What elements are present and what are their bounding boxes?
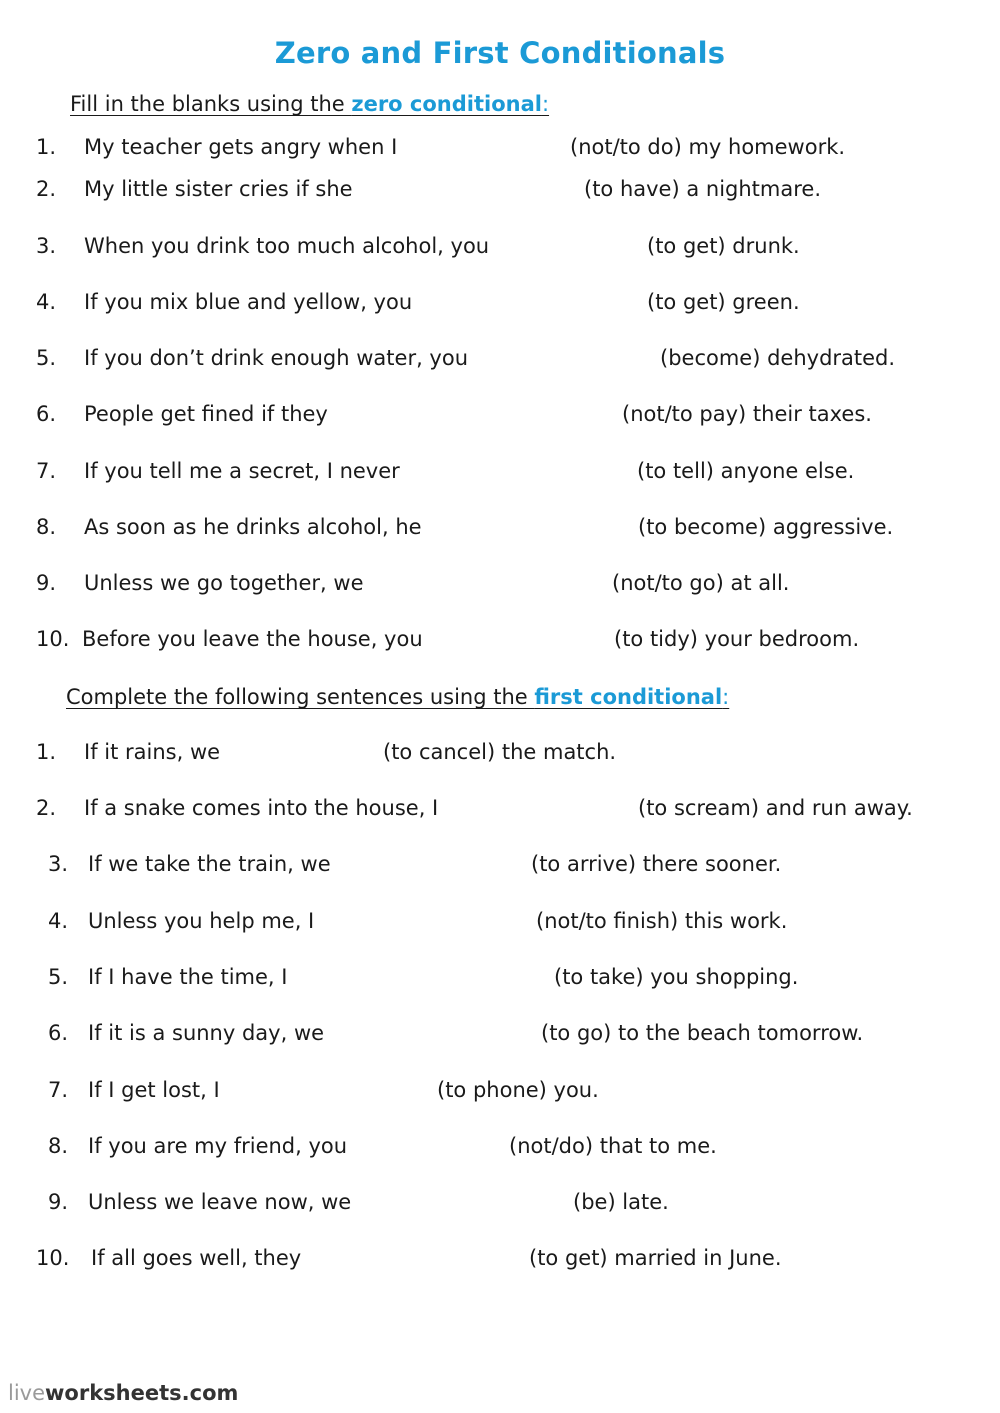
- verb-hint: (not/to finish) this work.: [536, 909, 788, 933]
- question-number: 3.: [36, 234, 57, 258]
- question-stem: Before you leave the house, you: [82, 627, 423, 651]
- question-stem: If I get lost, I: [88, 1078, 220, 1102]
- liveworksheets-logo: [8, 1381, 238, 1405]
- zero-conditional-instruction: [70, 92, 549, 116]
- instruction-text: Complete the following sentences using the: [66, 685, 535, 709]
- question-stem: People get fined if they: [84, 402, 328, 426]
- question-number: 8.: [48, 1134, 69, 1158]
- question-number: 10.: [36, 627, 70, 651]
- question-number: 2.: [36, 796, 57, 820]
- question-number: 3.: [48, 852, 69, 876]
- verb-hint: (to arrive) there sooner.: [531, 852, 782, 876]
- logo-dotcom-text: .com: [181, 1381, 239, 1405]
- verb-hint: (to tell) anyone else.: [637, 459, 855, 483]
- verb-hint: (to get) drunk.: [647, 234, 800, 258]
- verb-hint: (to cancel) the match.: [383, 740, 617, 764]
- question-number: 4.: [36, 290, 57, 314]
- question-stem: If you are my friend, you: [88, 1134, 348, 1158]
- question-stem: If it is a sunny day, we: [88, 1021, 325, 1045]
- question-number: 7.: [48, 1078, 69, 1102]
- verb-hint: (to take) you shopping.: [554, 965, 799, 989]
- question-stem: Unless we leave now, we: [88, 1190, 352, 1214]
- verb-hint: (not/to pay) their taxes.: [622, 402, 872, 426]
- instruction-text: Fill in the blanks using the: [70, 92, 352, 116]
- verb-hint: (to get) green.: [647, 290, 800, 314]
- question-stem: Unless you help me, I: [88, 909, 315, 933]
- question-stem: If a snake comes into the house, I: [84, 796, 439, 820]
- question-stem: My teacher gets angry when I: [84, 135, 398, 159]
- question-stem: If you tell me a secret, I never: [84, 459, 400, 483]
- question-number: 6.: [36, 402, 57, 426]
- verb-hint: (to get) married in June.: [529, 1246, 782, 1270]
- question-number: 5.: [48, 965, 69, 989]
- question-number: 9.: [36, 571, 57, 595]
- first-conditional-instruction: [66, 685, 729, 709]
- verb-hint: (to scream) and run away.: [638, 796, 913, 820]
- instruction-keyword: zero conditional: [351, 92, 542, 116]
- question-number: 1.: [36, 740, 57, 764]
- question-stem: If it rains, we: [84, 740, 221, 764]
- question-number: 10.: [36, 1246, 70, 1270]
- verb-hint: (to phone) you.: [437, 1078, 599, 1102]
- verb-hint: (not/do) that to me.: [509, 1134, 717, 1158]
- instruction-colon: :: [722, 685, 730, 709]
- question-stem: If all goes well, they: [91, 1246, 302, 1270]
- question-stem: If you mix blue and yellow, you: [84, 290, 413, 314]
- question-number: 1.: [36, 135, 57, 159]
- question-stem: If you don’t drink enough water, you: [84, 346, 469, 370]
- question-number: 8.: [36, 515, 57, 539]
- logo-worksheets-text: worksheets: [45, 1381, 182, 1405]
- verb-hint: (to become) aggressive.: [638, 515, 894, 539]
- question-number: 5.: [36, 346, 57, 370]
- verb-hint: (not/to go) at all.: [612, 571, 790, 595]
- instruction-keyword: first conditional: [534, 685, 723, 709]
- verb-hint: (to tidy) your bedroom.: [614, 627, 860, 651]
- logo-live-text: live: [8, 1381, 46, 1405]
- question-stem: Unless we go together, we: [84, 571, 364, 595]
- verb-hint: (not/to do) my homework.: [570, 135, 846, 159]
- question-number: 6.: [48, 1021, 69, 1045]
- instruction-colon: :: [541, 92, 550, 116]
- question-stem: If I have the time, I: [88, 965, 288, 989]
- verb-hint: (be) late.: [573, 1190, 669, 1214]
- question-stem: When you drink too much alcohol, you: [84, 234, 490, 258]
- verb-hint: (to go) to the beach tomorrow.: [541, 1021, 864, 1045]
- question-stem: If we take the train, we: [88, 852, 331, 876]
- verb-hint: (to have) a nightmare.: [584, 177, 821, 201]
- question-number: 4.: [48, 909, 69, 933]
- question-number: 7.: [36, 459, 57, 483]
- question-number: 2.: [36, 177, 57, 201]
- question-stem: My little sister cries if she: [84, 177, 353, 201]
- verb-hint: (become) dehydrated.: [660, 346, 896, 370]
- question-stem: As soon as he drinks alcohol, he: [84, 515, 422, 539]
- worksheet-title: Zero and First Conditionals: [274, 36, 726, 70]
- question-number: 9.: [48, 1190, 69, 1214]
